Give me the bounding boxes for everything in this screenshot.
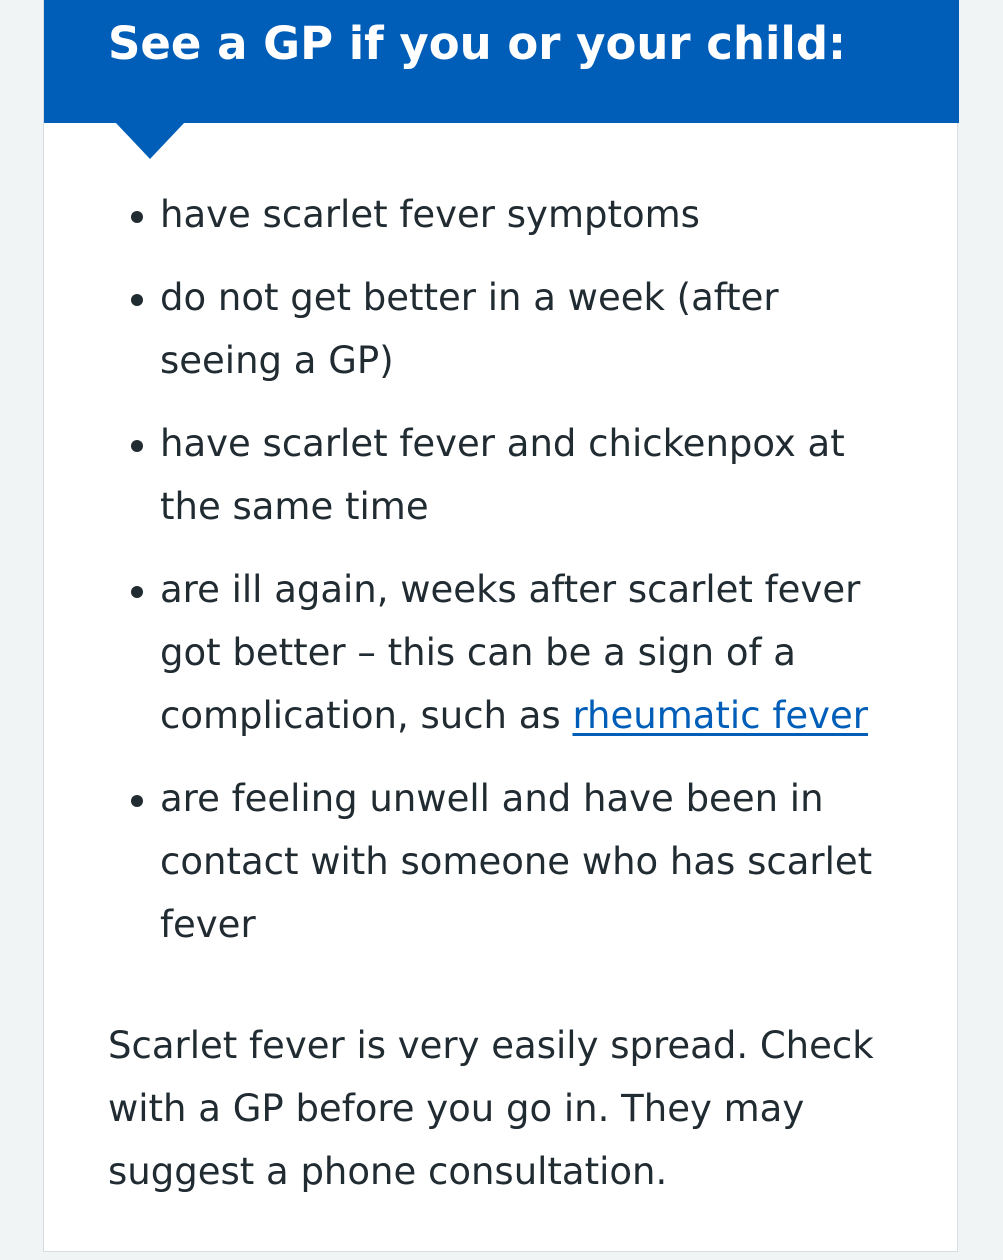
list-item [108, 767, 908, 956]
advice-text: Scarlet fever is very easily spread. Check with a GP before you go in. They may suggest a phone consultation. [108, 1024, 874, 1193]
list-item [108, 558, 908, 747]
list-item [108, 412, 908, 538]
bullet-icon [131, 586, 143, 598]
care-card [43, 0, 958, 1252]
care-card-body [108, 183, 908, 1203]
rheumatic-fever-link[interactable]: rheumatic fever [572, 694, 868, 737]
bullet-icon [131, 440, 143, 452]
list-item-text: are feeling unwell and have been in contact with someone who has scarlet fever [160, 777, 873, 946]
care-card-title: See a GP if you or your child: [108, 17, 847, 70]
list-item [108, 183, 908, 246]
bullet-icon [131, 294, 143, 306]
list-item-text: do not get better in a week (after seeing a GP) [160, 276, 779, 382]
bullet-icon [131, 211, 143, 223]
list-item [108, 266, 908, 392]
symptom-list [108, 183, 908, 956]
care-card-heading [44, 0, 959, 123]
heading-arrow-icon [115, 122, 185, 159]
list-item-text: are ill again, weeks after scarlet fever got better – this can be a sign of a complication, such as [160, 568, 861, 737]
list-item-text: have scarlet fever and chickenpox at the same time [160, 422, 845, 528]
bullet-icon [131, 795, 143, 807]
list-item-text: have scarlet fever symptoms [160, 193, 700, 236]
